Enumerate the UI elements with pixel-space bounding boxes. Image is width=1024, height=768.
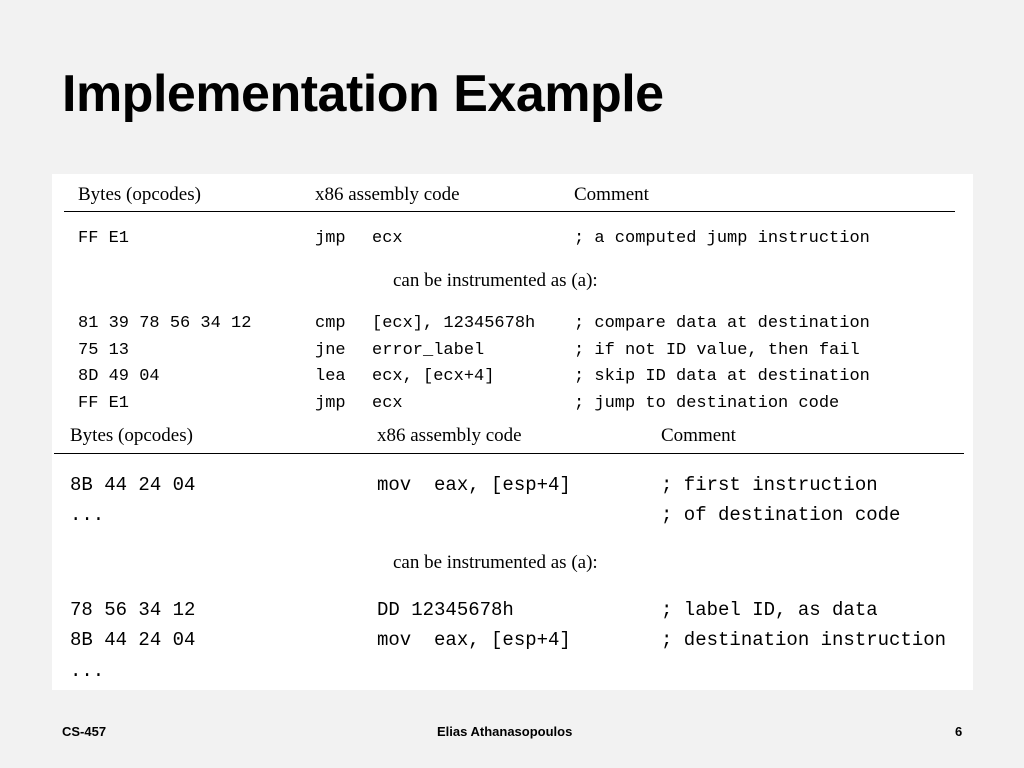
t1-row-comment: ; if not ID value, then fail	[574, 341, 860, 360]
t2-header-rule	[54, 453, 964, 454]
t2-orig-comment: ; first instruction	[661, 474, 878, 496]
code-figure	[52, 174, 973, 690]
slide-title: Implementation Example	[62, 65, 664, 123]
footer-course: CS-457	[62, 724, 107, 739]
t1-row-bytes: 75 13	[78, 341, 130, 360]
t1-header-comment: Comment	[574, 184, 649, 205]
t1-row-operand: error_label	[372, 341, 485, 360]
t2-header-code: x86 assembly code	[377, 425, 522, 446]
t1-row-operand: ecx	[372, 394, 403, 413]
t1-row-comment: ; compare data at destination	[574, 314, 870, 333]
t2-header-comment: Comment	[661, 425, 736, 446]
footer-author: Elias Athanasopoulos	[437, 724, 573, 739]
t1-orig-operand: ecx	[372, 229, 403, 248]
t2-row-code: mov eax, [esp+4]	[377, 629, 571, 651]
t2-orig-code: mov eax, [esp+4]	[377, 474, 571, 496]
t2-header-bytes: Bytes (opcodes)	[70, 425, 193, 446]
t2-row-comment: ; destination instruction	[661, 629, 947, 651]
t1-orig-bytes: FF E1	[78, 229, 130, 248]
t1-row-comment: ; skip ID data at destination	[574, 367, 870, 386]
t2-orig-comment: ; of destination code	[661, 504, 901, 526]
t1-row-mnemonic: lea	[315, 367, 346, 386]
t1-row-bytes: FF E1	[78, 394, 130, 413]
t1-row-mnemonic: cmp	[315, 314, 346, 333]
t1-orig-mnemonic: jmp	[315, 229, 346, 248]
t1-row-bytes: 8D 49 04	[78, 367, 160, 386]
t2-row-bytes: 8B 44 24 04	[70, 629, 196, 651]
t2-row-code: DD 12345678h	[377, 599, 514, 621]
t1-caption: can be instrumented as (a):	[393, 270, 598, 291]
footer-page-number: 6	[955, 724, 963, 739]
t1-header-bytes: Bytes (opcodes)	[78, 184, 201, 205]
t1-orig-comment: ; a computed jump instruction	[574, 229, 870, 248]
t1-row-operand: ecx, [ecx+4]	[372, 367, 495, 386]
t1-row-bytes: 81 39 78 56 34 12	[78, 314, 252, 333]
t2-row-comment: ; label ID, as data	[661, 599, 878, 621]
t2-row-bytes: 78 56 34 12	[70, 599, 196, 621]
t1-header-rule	[64, 211, 955, 212]
t2-orig-bytes: ...	[70, 504, 105, 526]
t1-row-mnemonic: jne	[315, 341, 346, 360]
t1-row-operand: [ecx], 12345678h	[372, 314, 536, 333]
t1-row-mnemonic: jmp	[315, 394, 346, 413]
t1-row-comment: ; jump to destination code	[574, 394, 840, 413]
t1-header-code: x86 assembly code	[315, 184, 460, 205]
t2-row-bytes: ...	[70, 660, 105, 682]
t2-caption: can be instrumented as (a):	[393, 552, 598, 573]
t2-orig-bytes: 8B 44 24 04	[70, 474, 196, 496]
